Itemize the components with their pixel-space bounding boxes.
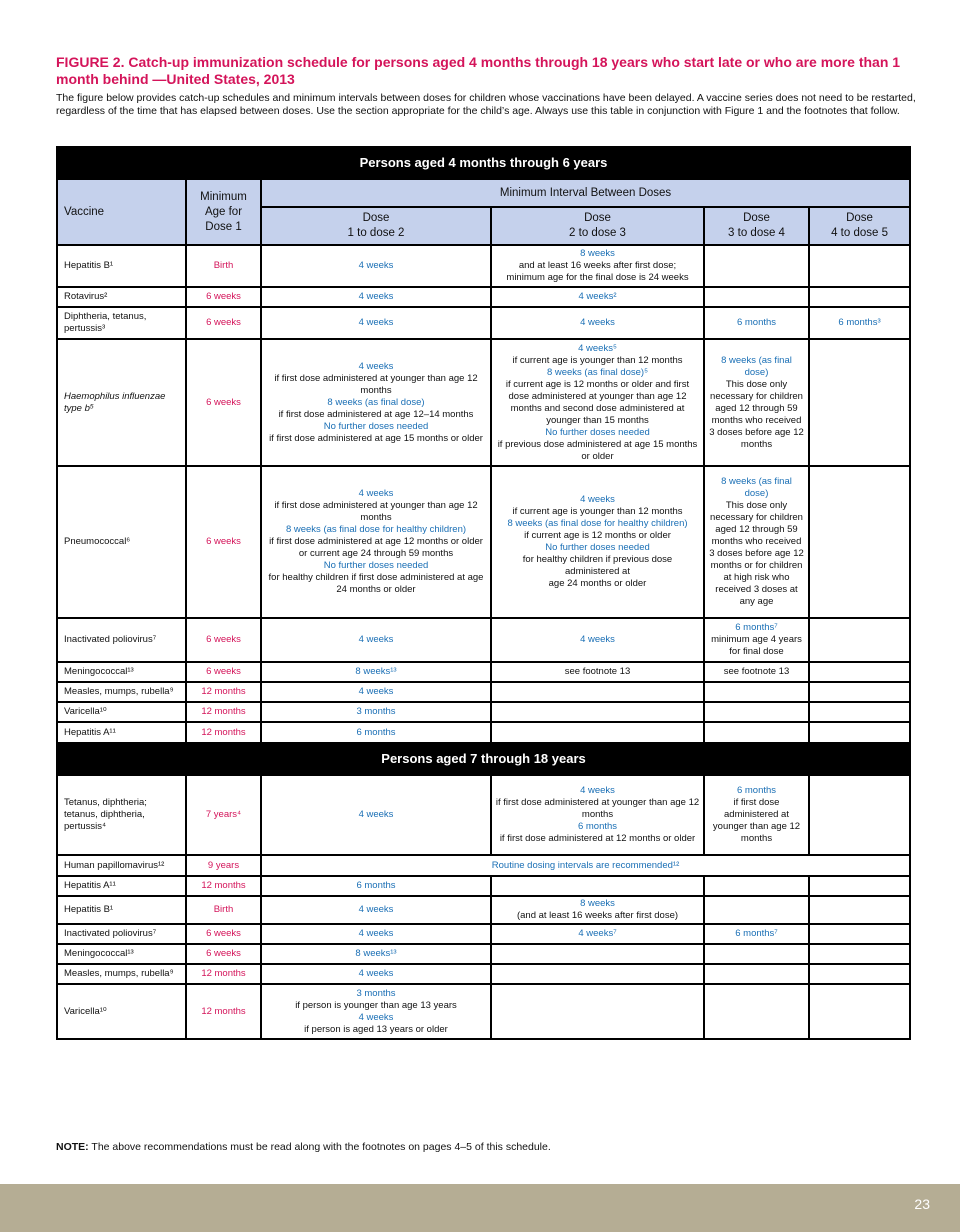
vaccine-name: Measles, mumps, rubella⁹: [57, 682, 186, 702]
interval-d34-line: see footnote 13: [723, 666, 790, 678]
interval-d12: [261, 876, 491, 896]
interval-d23: [491, 896, 704, 924]
interval-d34: [704, 339, 809, 466]
interval-d12-line: 4 weeks: [358, 809, 394, 821]
interval-d23-line: No further doses needed: [545, 426, 650, 438]
interval-d34: [704, 662, 809, 682]
section-header-row: [57, 743, 910, 775]
interval-d23: [491, 618, 704, 662]
interval-d12: [261, 896, 491, 924]
minimum-age: 6 weeks: [186, 339, 261, 466]
interval-d12-line: No further doses needed: [323, 560, 429, 572]
interval-d23: [491, 775, 704, 856]
interval-d23-line: 8 weeks (as final dose for healthy children): [507, 518, 688, 530]
figure-title: FIGURE 2. Catch-up immunization schedule for persons aged 4 months through 18 years who start late or who are more than 1 month behind —United States, 2013: [56, 54, 901, 87]
routine-intervals-note: Routine dosing intervals are recommended¹²: [261, 855, 910, 875]
table-row: [57, 924, 910, 944]
interval-d12-line: 3 months: [356, 706, 396, 718]
page-number: 23: [914, 1196, 930, 1212]
min-age-column-header: Minimum Age for Dose 1: [186, 179, 261, 245]
interval-d12-line: 6 months: [356, 726, 396, 738]
interval-d12: [261, 245, 491, 287]
vaccine-name: Diphtheria, tetanus, pertussis³: [57, 307, 186, 339]
interval-d12: [261, 924, 491, 944]
interval-d12-line: for healthy children if first dose administered at age 24 months or older: [268, 572, 484, 596]
vaccine-column-header: Vaccine: [57, 179, 186, 245]
interval-d34: [704, 876, 809, 896]
interval-d12: [261, 307, 491, 339]
interval-d23-line: age 24 months or older: [548, 578, 647, 590]
interval-d45: [809, 896, 910, 924]
interval-d12-line: 6 months: [356, 879, 396, 891]
interval-d45-line: 6 months³: [838, 317, 881, 329]
table-row: [57, 722, 910, 742]
minimum-age: Birth: [186, 896, 261, 924]
interval-d12: [261, 618, 491, 662]
interval-d23-line: (and at least 16 weeks after first dose): [516, 909, 679, 921]
minimum-age: 6 weeks: [186, 924, 261, 944]
interval-d23-line: if current age is 12 months or older: [524, 530, 671, 542]
interval-d34-line: minimum age 4 years for final dose: [711, 633, 802, 657]
interval-d45: [809, 702, 910, 722]
interval-d23: [491, 702, 704, 722]
interval-d34: [704, 307, 809, 339]
page-footer-band: [0, 1184, 960, 1232]
interval-d45: [809, 287, 910, 307]
interval-d12: [261, 287, 491, 307]
interval-d23: [491, 984, 704, 1039]
interval-d12-line: if person is aged 13 years or older: [304, 1023, 448, 1035]
interval-d12: [261, 466, 491, 617]
vaccine-name: Human papillomavirus¹²: [57, 855, 186, 875]
interval-d34-line: 6 months: [736, 317, 777, 329]
interval-d23-line: and at least 16 weeks after first dose;: [518, 259, 677, 271]
interval-d12-line: 4 weeks: [358, 903, 394, 915]
interval-d23-line: if current age is younger than 12 months: [512, 354, 683, 366]
vaccine-name: Inactivated poliovirus⁷: [57, 618, 186, 662]
vaccine-name: Hepatitis A¹¹: [57, 876, 186, 896]
interval-d45: [809, 662, 910, 682]
table-row: [57, 702, 910, 722]
interval-d34-line: 6 months⁷: [735, 928, 778, 940]
interval-d12-line: if first dose administered at age 12–14 months: [278, 408, 474, 420]
interval-d45: [809, 722, 910, 742]
table-row: [57, 307, 910, 339]
interval-d34: [704, 245, 809, 287]
interval-d12-line: 3 months: [356, 987, 396, 999]
interval-d12-line: 4 weeks: [358, 968, 394, 980]
interval-d12: [261, 775, 491, 856]
table-row: [57, 662, 910, 682]
interval-d12: [261, 944, 491, 964]
note: [56, 1141, 551, 1153]
minimum-age: 6 weeks: [186, 618, 261, 662]
minimum-age: 12 months: [186, 702, 261, 722]
interval-d34-line: This dose only necessary for children aged 12 through 59 months who received 3 doses before age 12 months: [709, 378, 804, 450]
minimum-age: 7 years⁴: [186, 775, 261, 856]
table-row: [57, 855, 910, 875]
interval-d45: [809, 618, 910, 662]
vaccine-name: Inactivated poliovirus⁷: [57, 924, 186, 944]
interval-d23: [491, 307, 704, 339]
interval-d12-line: 4 weeks: [358, 928, 394, 940]
table-row: [57, 245, 910, 287]
intro-paragraph: The figure below provides catch-up schedules and minimum intervals between doses for children whose vaccinations have been delayed. A vaccine series does not need to be restarted, regardless of the time that has elapsed between doses. Use the section appropriate for the child’s age. Always use this table in conjunction with Figure 1 and the footnotes that follow.: [56, 92, 916, 117]
table-row: [57, 775, 910, 856]
interval-d12: [261, 964, 491, 984]
interval-d34: [704, 722, 809, 742]
table-row: [57, 964, 910, 984]
interval-d23-line: 6 months: [577, 821, 618, 833]
vaccine-name: Varicella¹⁰: [57, 984, 186, 1039]
vaccine-name: Haemophilus influenzae type b⁵: [57, 339, 186, 466]
interval-d23-line: 4 weeks: [580, 317, 615, 329]
column-header-row: [57, 179, 910, 207]
vaccine-name: Pneumococcal⁶: [57, 466, 186, 617]
note-text: The above recommendations must be read along with the footnotes on pages 4–5 of this schedule.: [88, 1141, 551, 1153]
interval-d45: [809, 307, 910, 339]
interval-d23: [491, 682, 704, 702]
table-row: [57, 876, 910, 896]
interval-d23-line: if first dose administered at 12 months or older: [499, 833, 696, 845]
interval-d45: [809, 964, 910, 984]
vaccine-name: Hepatitis B¹: [57, 245, 186, 287]
interval-d23: [491, 964, 704, 984]
vaccine-name: Hepatitis B¹: [57, 896, 186, 924]
section-title: Persons aged 4 months through 6 years: [57, 147, 910, 179]
interval-d23-line: 8 weeks: [580, 247, 615, 259]
interval-d34: [704, 984, 809, 1039]
interval-d12: [261, 339, 491, 466]
interval-d23-line: if first dose administered at younger than age 12 months: [495, 797, 700, 821]
interval-d45: [809, 775, 910, 856]
interval-d34-line: 8 weeks (as final dose): [721, 476, 792, 500]
table-row: [57, 984, 910, 1039]
dose-2-to-3-header: Dose 2 to dose 3: [491, 207, 704, 244]
minimum-age: 9 years: [186, 855, 261, 875]
minimum-age: Birth: [186, 245, 261, 287]
table-row: [57, 944, 910, 964]
interval-d34: [704, 702, 809, 722]
interval-d45: [809, 944, 910, 964]
minimum-age: 12 months: [186, 964, 261, 984]
interval-d12-line: 8 weeks¹³: [355, 948, 397, 960]
interval-d23-line: 4 weeks²: [578, 291, 617, 303]
interval-d12: [261, 702, 491, 722]
interval-d23-line: 8 weeks: [580, 897, 615, 909]
interval-d23: [491, 245, 704, 287]
interval-d23-line: 8 weeks (as final dose)⁵: [546, 366, 649, 378]
interval-d23-line: 4 weeks: [580, 494, 615, 506]
interval-d45: [809, 339, 910, 466]
minimum-age: 6 weeks: [186, 944, 261, 964]
interval-d12-line: if first dose administered at age 12 months or older or current age 24 through 59 months: [269, 536, 483, 560]
minimum-age: 12 months: [186, 984, 261, 1039]
interval-d34: [704, 775, 809, 856]
interval-d12: [261, 984, 491, 1039]
interval-d23-line: No further doses needed: [545, 542, 650, 554]
table-row: [57, 682, 910, 702]
interval-d45: [809, 876, 910, 896]
interval-d34: [704, 944, 809, 964]
interval-d12: [261, 682, 491, 702]
interval-d45: [809, 984, 910, 1039]
note-label: NOTE:: [56, 1141, 89, 1153]
interval-d12-line: if first dose administered at younger than age 12 months: [274, 372, 478, 396]
dose-1-to-2-header: Dose 1 to dose 2: [261, 207, 491, 244]
interval-d34: [704, 618, 809, 662]
interval-column-header: Minimum Interval Between Doses: [261, 179, 910, 207]
table-row: [57, 896, 910, 924]
interval-d12-line: 4 weeks: [358, 291, 394, 303]
vaccine-name: Hepatitis A¹¹: [57, 722, 186, 742]
interval-d12: [261, 662, 491, 682]
interval-d23: [491, 662, 704, 682]
vaccine-name: Meningococcal¹³: [57, 662, 186, 682]
minimum-age: 6 weeks: [186, 466, 261, 617]
interval-d23: [491, 466, 704, 617]
interval-d23: [491, 339, 704, 466]
interval-d45: [809, 245, 910, 287]
interval-d45: [809, 682, 910, 702]
interval-d23: [491, 924, 704, 944]
interval-d23-line: if current age is younger than 12 months: [512, 506, 683, 518]
interval-d23-line: 4 weeks⁵: [578, 342, 617, 354]
interval-d12-line: 4 weeks: [358, 1011, 394, 1023]
interval-d34: [704, 896, 809, 924]
interval-d12-line: 4 weeks: [358, 259, 394, 271]
interval-d12-line: 8 weeks (as final dose): [327, 396, 425, 408]
interval-d34: [704, 287, 809, 307]
vaccine-name: Measles, mumps, rubella⁹: [57, 964, 186, 984]
dose-4-to-5-header: Dose 4 to dose 5: [809, 207, 910, 244]
interval-d23-line: see footnote 13: [564, 666, 631, 678]
interval-d12-line: 4 weeks: [358, 686, 394, 698]
interval-d12-line: 8 weeks¹³: [355, 666, 397, 678]
minimum-age: 12 months: [186, 876, 261, 896]
interval-d12-line: if first dose administered at younger than age 12 months: [274, 500, 478, 524]
section-title: Persons aged 7 through 18 years: [57, 743, 910, 775]
interval-d23-line: if current age is 12 months or older and first dose administered at younger than age 12 months and second dose administered at younger than 15 months: [505, 378, 690, 426]
interval-d12-line: if person is younger than age 13 years: [295, 999, 457, 1011]
interval-d23: [491, 876, 704, 896]
table-row: [57, 339, 910, 466]
interval-d12-line: if first dose administered at age 15 months or older: [269, 432, 483, 444]
interval-d12-line: 4 weeks: [358, 488, 394, 500]
interval-d34-line: if first dose administered at younger than age 12 months: [712, 797, 801, 845]
vaccine-name: Rotavirus²: [57, 287, 186, 307]
interval-d23-line: minimum age for the final dose is 24 weeks: [506, 271, 689, 283]
interval-d12: [261, 722, 491, 742]
interval-d12-line: 4 weeks: [358, 317, 394, 329]
interval-d23: [491, 944, 704, 964]
dose-3-to-4-header: Dose 3 to dose 4: [704, 207, 809, 244]
vaccine-name: Tetanus, diphtheria; tetanus, diphtheria, pertussis⁴: [57, 775, 186, 856]
vaccine-name: Varicella¹⁰: [57, 702, 186, 722]
table-row: [57, 618, 910, 662]
interval-d23: [491, 722, 704, 742]
vaccine-name: Meningococcal¹³: [57, 944, 186, 964]
minimum-age: 6 weeks: [186, 307, 261, 339]
interval-d23-line: if previous dose administered at age 15 months or older: [497, 438, 698, 462]
interval-d34: [704, 964, 809, 984]
interval-d34-line: 8 weeks (as final dose): [721, 354, 792, 378]
interval-d34: [704, 924, 809, 944]
interval-d23-line: 4 weeks: [580, 633, 615, 645]
minimum-age: 6 weeks: [186, 662, 261, 682]
interval-d34-line: 6 months: [736, 785, 777, 797]
minimum-age: 12 months: [186, 682, 261, 702]
interval-d34-line: 6 months⁷: [735, 621, 778, 633]
minimum-age: 6 weeks: [186, 287, 261, 307]
interval-d12-line: 4 weeks: [358, 633, 394, 645]
interval-d34: [704, 682, 809, 702]
catch-up-schedule-table: [56, 146, 911, 1040]
interval-d12-line: No further doses needed: [323, 420, 429, 432]
interval-d45: [809, 924, 910, 944]
interval-d34-line: This dose only necessary for children aged 12 through 59 months who received 3 doses before age 12 months or for children at high risk who received 3 doses at any age: [709, 500, 804, 608]
interval-d12-line: 4 weeks: [358, 360, 394, 372]
table-row: [57, 287, 910, 307]
section-header-row: [57, 147, 910, 179]
table-row: [57, 466, 910, 617]
minimum-age: 12 months: [186, 722, 261, 742]
interval-d23-line: for healthy children if previous dose administered at: [522, 554, 673, 578]
interval-d23-line: 4 weeks⁷: [578, 928, 617, 940]
interval-d12-line: 8 weeks (as final dose for healthy children): [285, 524, 467, 536]
interval-d23-line: 4 weeks: [580, 785, 615, 797]
interval-d45: [809, 466, 910, 617]
interval-d23: [491, 287, 704, 307]
interval-d34: [704, 466, 809, 617]
